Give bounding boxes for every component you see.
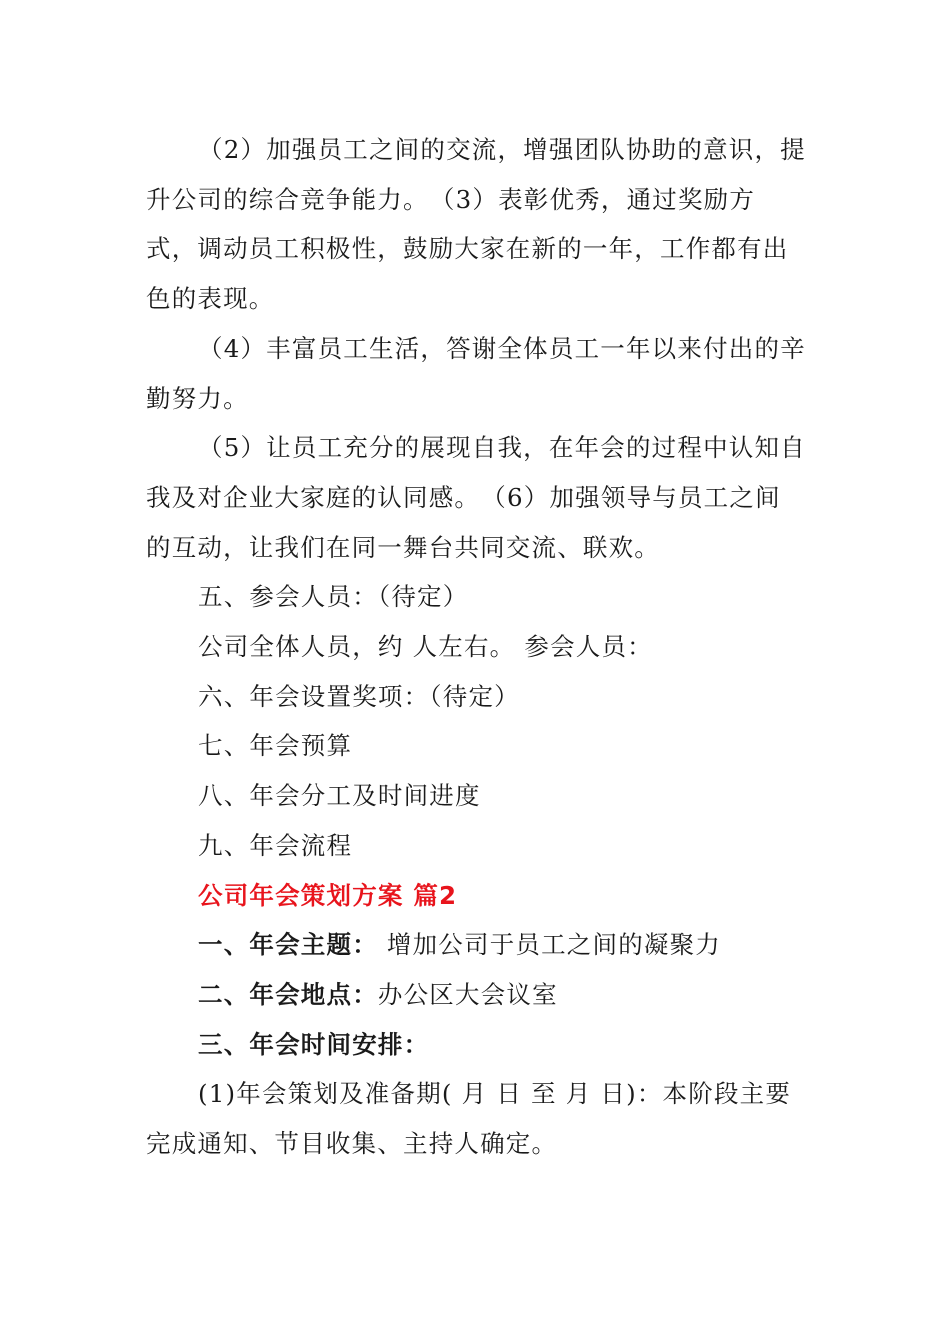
paragraph-goal-4: （4）丰富员工生活，答谢全体员工一年以来付出的辛勤努力。 xyxy=(146,333,806,413)
location-label: 二、年会地点： xyxy=(198,979,378,1009)
section-awards-heading: 六、年会设置奖项：（待定） xyxy=(198,681,520,711)
attendees-text: 公司全体人员，约 人左右。 参会人员： xyxy=(198,632,653,662)
theme-line xyxy=(146,920,806,970)
section-division-heading: 八、年会分工及时间进度 xyxy=(198,781,481,811)
section-process-heading: 九、年会流程 xyxy=(198,830,353,860)
theme-label: 一、年会主题： xyxy=(198,930,378,960)
theme-value: 增加公司于员工之间的凝聚力 xyxy=(377,930,721,960)
section-attendees-heading: 五、参会人员：（待定） xyxy=(198,582,469,612)
document-body xyxy=(146,125,806,1169)
paragraph-prep-period: (1)年会策划及准备期( 月 日 至 月 日)：本阶段主要完成通知、节目收集、主持人确定。 xyxy=(146,1079,792,1159)
location-line xyxy=(146,970,806,1020)
paragraph-goals-2-3: （2）加强员工之间的交流，增强团队协助的意识，提升公司的综合竞争能力。 （3）表彰优秀，通过奖励方式，调动员工积极性，鼓励大家在新的一年，工作都有出色的表现。 xyxy=(146,135,806,314)
plan-2-title: 公司年会策划方案 篇2 xyxy=(198,880,458,910)
section-budget-heading: 七、年会预算 xyxy=(198,731,353,761)
paragraph-goals-5-6: （5）让员工充分的展现自我，在年会的过程中认知自我及对企业大家庭的认同感。 （6）加强领导与员工之间的互动，让我们在同一舞台共同交流、联欢。 xyxy=(146,433,806,562)
schedule-heading: 三、年会时间安排： xyxy=(198,1029,430,1059)
location-value: 办公区大会议室 xyxy=(377,979,558,1009)
